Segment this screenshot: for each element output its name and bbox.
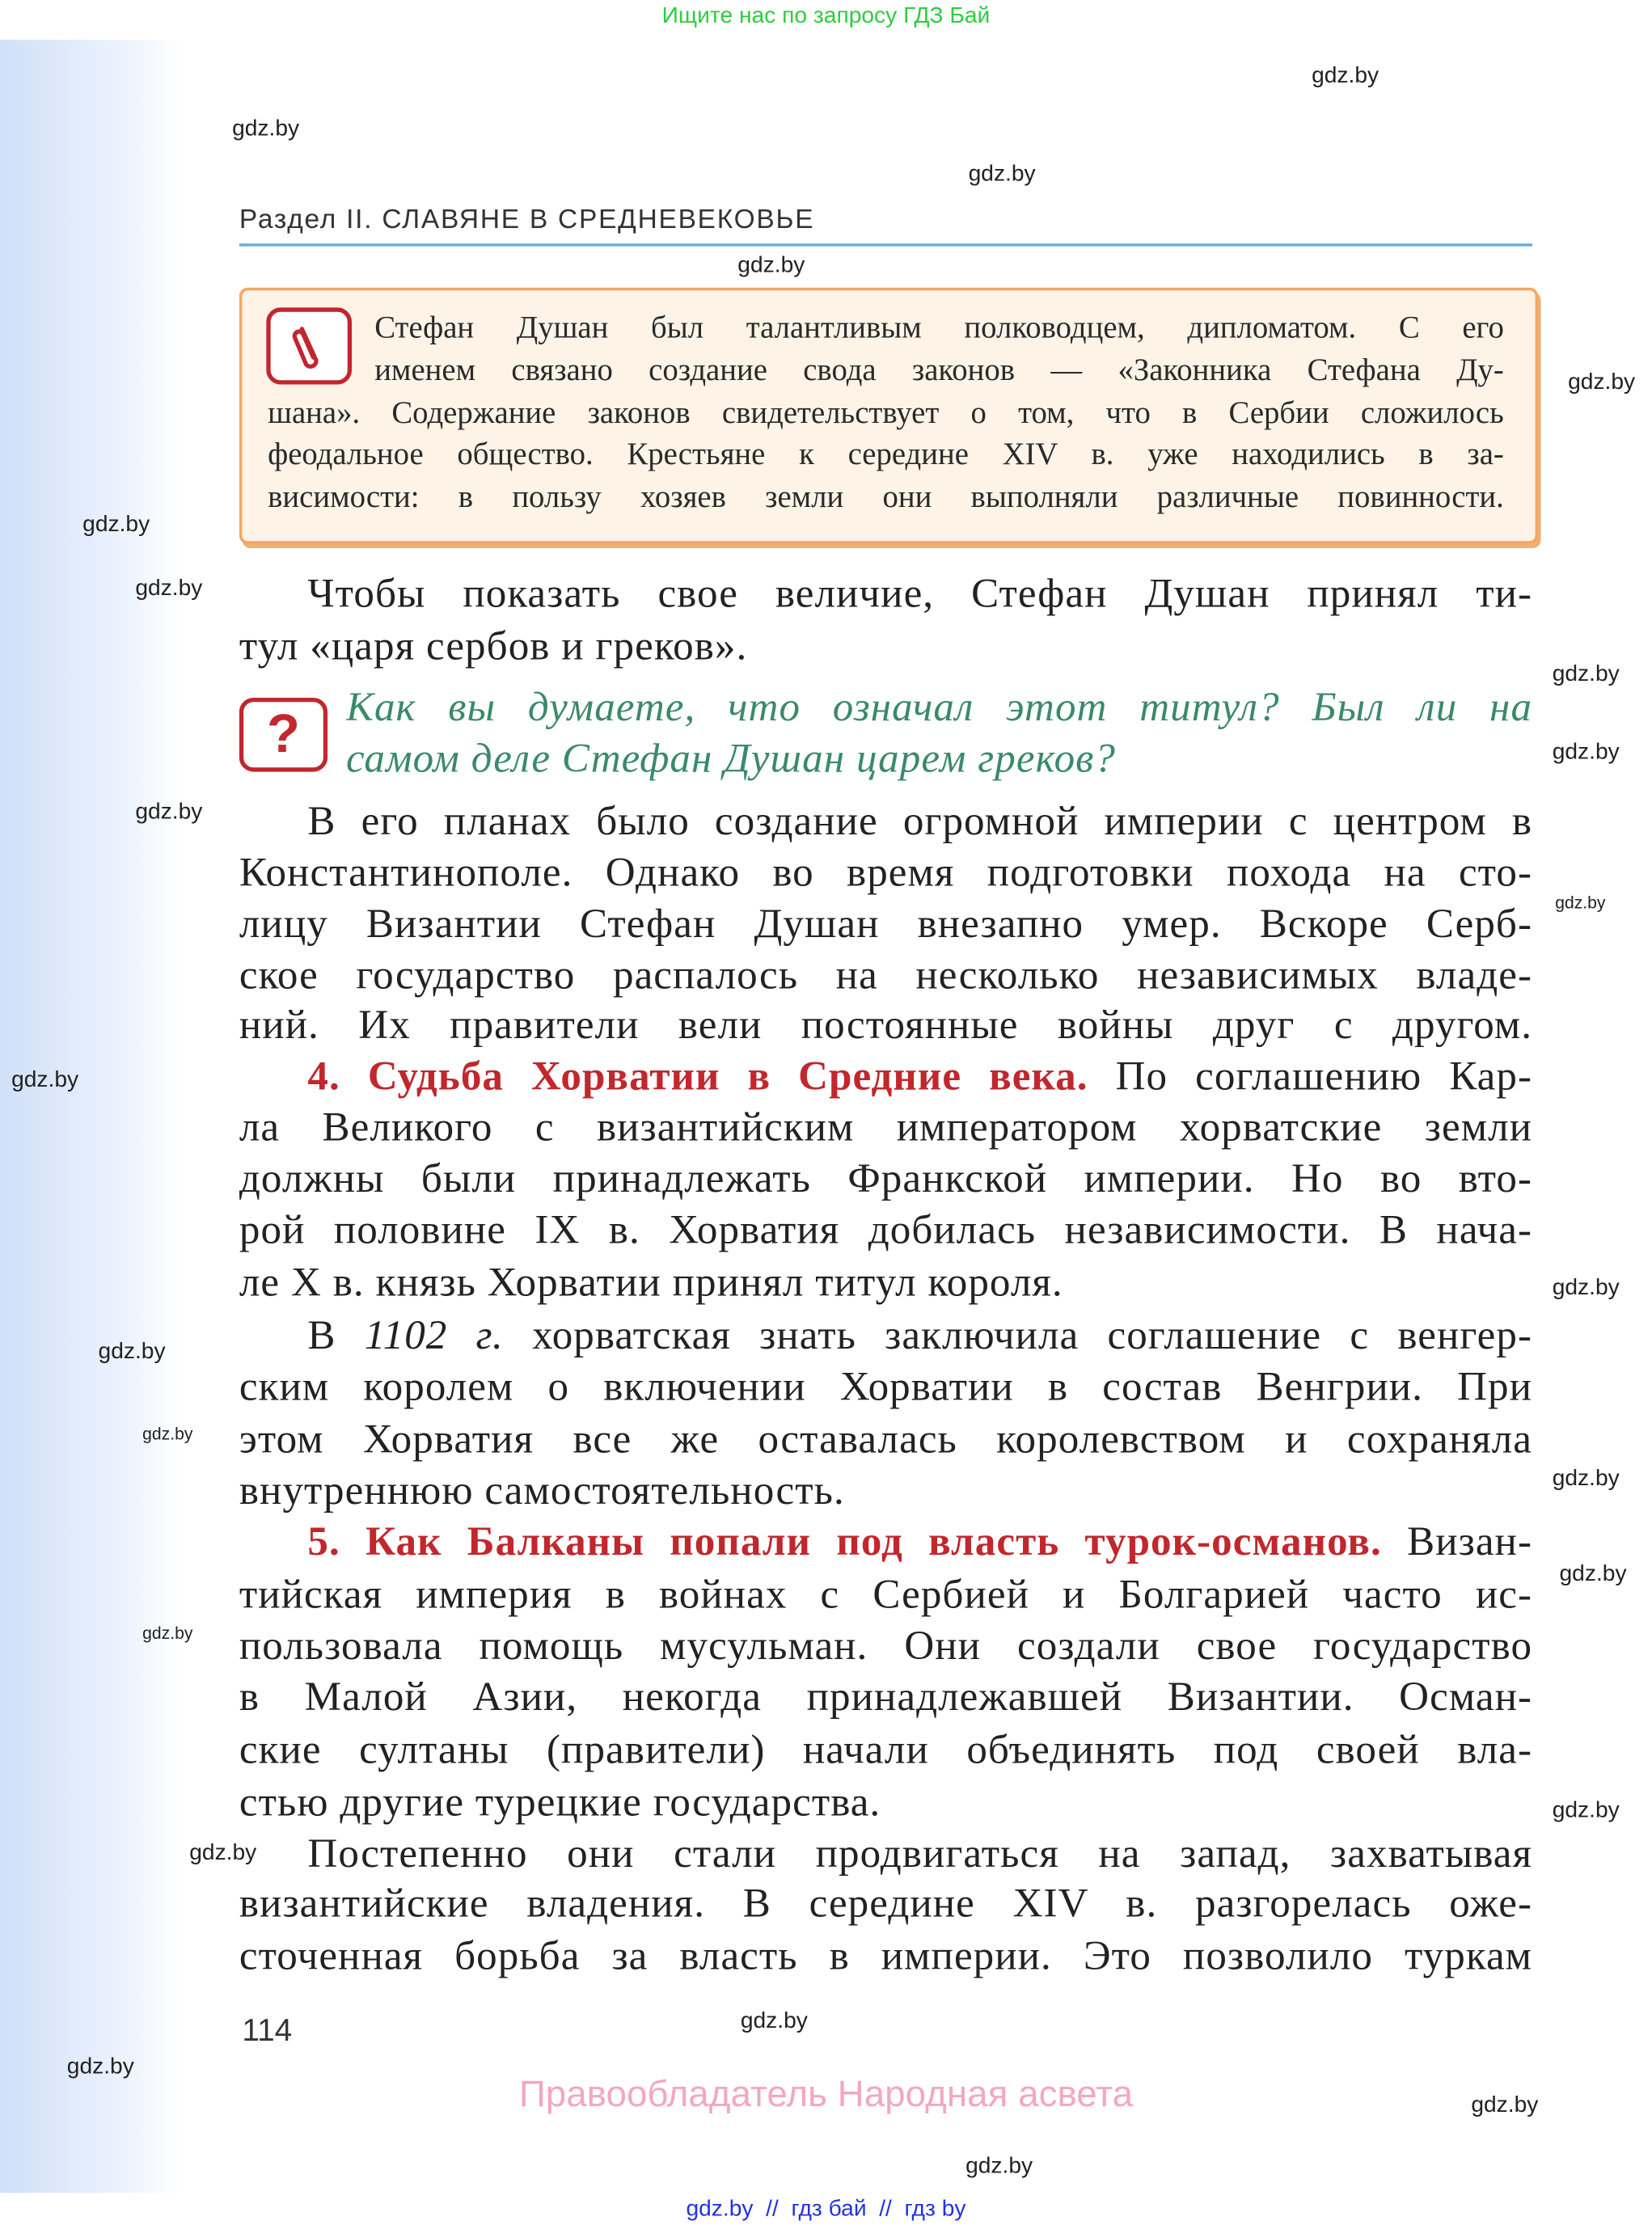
header-rule <box>239 243 1532 247</box>
text-line: в Малой Азии, некогда принадлежавшей Византии. Осман- <box>239 1674 1533 1720</box>
watermark: gdz.by <box>232 116 300 141</box>
watermark: gdz.by <box>1559 1562 1627 1586</box>
watermark: gdz.by <box>1552 740 1620 765</box>
text-span: По соглашению Кар- <box>1088 1053 1533 1100</box>
text-span: В <box>307 1312 365 1359</box>
watermark: gdz.by <box>968 162 1036 187</box>
question-line: самом деле Стефан Душан царем греков? <box>345 736 1117 782</box>
text-line: ское государство распалось на несколько независимых владе- <box>239 952 1533 999</box>
question-icon: ? <box>239 698 327 772</box>
text-line: ний. Их правители вели постоянные войны друг с другом. <box>239 1002 1533 1049</box>
text-line: ла Великого с византийским императором хорватские земли <box>239 1104 1533 1151</box>
watermark: gdz.by <box>11 1067 79 1092</box>
text-line: ле X в. князь Хорватии принял титул короля. <box>239 1260 1063 1307</box>
text-line <box>307 1311 1532 1360</box>
section-header: Раздел II. СЛАВЯНЕ В СРЕДНЕВЕКОВЬЕ <box>239 205 815 235</box>
text-line: тул «царя сербов и греков». <box>239 623 748 669</box>
watermark: gdz.by <box>1552 1467 1620 1491</box>
watermark: gdz.by <box>135 800 203 825</box>
left-margin-gradient <box>0 40 185 2193</box>
info-box-line: шана». Содержание законов свидетельствует о том, что в Сербии сложилось <box>268 394 1504 430</box>
text-line: внутреннюю самостоятельность. <box>239 1467 845 1514</box>
text-line <box>307 1053 1532 1101</box>
watermark: gdz.by <box>1471 2092 1539 2117</box>
text-line: пользовала помощь мусульман. Они создали свое государство <box>239 1623 1533 1670</box>
text-line: тийская империя в войнах с Сербией и Болгарией часто ис- <box>239 1572 1533 1618</box>
watermark: gdz.by <box>142 1424 193 1444</box>
text-line: рой половине IX в. Хорватия добилась независимости. В нача- <box>239 1207 1533 1253</box>
text-line: Чтобы показать свое величие, Стефан Душан принял ти- <box>307 571 1533 617</box>
text-line: ским королем о включении Хорватии в состав Венгрии. При <box>239 1364 1533 1410</box>
watermark: gdz.by <box>135 576 203 602</box>
text-line: византийские владения. В середине XIV в. разгорелась оже- <box>239 1881 1533 1927</box>
watermark: gdz.by <box>98 1340 166 1365</box>
watermark: gdz.by <box>965 2154 1033 2179</box>
info-box-line: Стефан Душан был талантливым полководцем, дипломатом. С его <box>374 309 1504 345</box>
watermark: gdz.by <box>737 253 805 278</box>
watermark: gdz.by <box>1555 893 1606 913</box>
watermark: gdz.by <box>189 1841 257 1866</box>
text-line: В его планах было создание огромной империи с центром в <box>307 799 1533 845</box>
text-line: Константинополе. Однако во время подготовки похода на сто- <box>239 850 1533 896</box>
watermark: gdz.by <box>740 2009 808 2033</box>
paperclip-icon <box>266 307 352 384</box>
heading-5: 5. Как Балканы попали под власть турок-османов. <box>307 1519 1382 1565</box>
watermark: gdz.by <box>1568 369 1636 395</box>
text-line: ские султаны (правители) начали объединять под своей вла- <box>239 1727 1533 1773</box>
info-box-line: феодальное общество. Крестьяне к середине XIV в. уже находились в за- <box>268 435 1504 471</box>
info-box-line: висимости: в пользу хозяев земли они выполняли различные повинности. <box>268 478 1504 514</box>
heading-4: 4. Судьба Хорватии в Средние века. <box>307 1053 1088 1100</box>
text-line: стью другие турецкие государства. <box>239 1780 881 1826</box>
text-line <box>307 1518 1532 1566</box>
watermark: gdz.by <box>82 513 150 537</box>
page-number: 114 <box>242 2012 293 2048</box>
text-line: должны были принадлежать Франкской империи. Но во вто- <box>239 1156 1533 1202</box>
watermark: gdz.by <box>142 1623 193 1644</box>
date-italic: 1102 г. <box>364 1312 504 1359</box>
watermark: gdz.by <box>1552 1798 1620 1823</box>
text-line: этом Хорватия все же оставалась королевством и сохраняла <box>239 1416 1533 1463</box>
copyright-notice: Правообладатель Народная асвета <box>518 2071 1134 2115</box>
text-line: лицу Византии Стефан Душан внезапно умер. Вскоре Серб- <box>239 901 1533 948</box>
watermark: gdz.by <box>66 2054 134 2079</box>
text-span: хорватская знать заключила соглашение с венгер- <box>503 1312 1533 1359</box>
question-line: Как вы думаете, что означал этот титул? Был ли на <box>345 685 1533 731</box>
text-span: Визан- <box>1381 1519 1533 1565</box>
top-banner[interactable]: Ищите нас по запросу ГДЗ Бай <box>661 4 991 29</box>
text-line: Постепенно они стали продвигаться на запад, захватывая <box>307 1830 1533 1877</box>
watermark: gdz.by <box>1552 1276 1620 1300</box>
watermark: gdz.by <box>1552 661 1620 686</box>
text-line: сточенная борьба за власть в империи. Это позволило туркам <box>239 1933 1533 1980</box>
watermark: gdz.by <box>1312 64 1379 89</box>
info-box-line: именем связано создание свода законов — «Законника Стефана Ду- <box>374 352 1504 388</box>
bottom-links[interactable]: gdz.by // гдз бай // гдз by <box>686 2197 966 2222</box>
